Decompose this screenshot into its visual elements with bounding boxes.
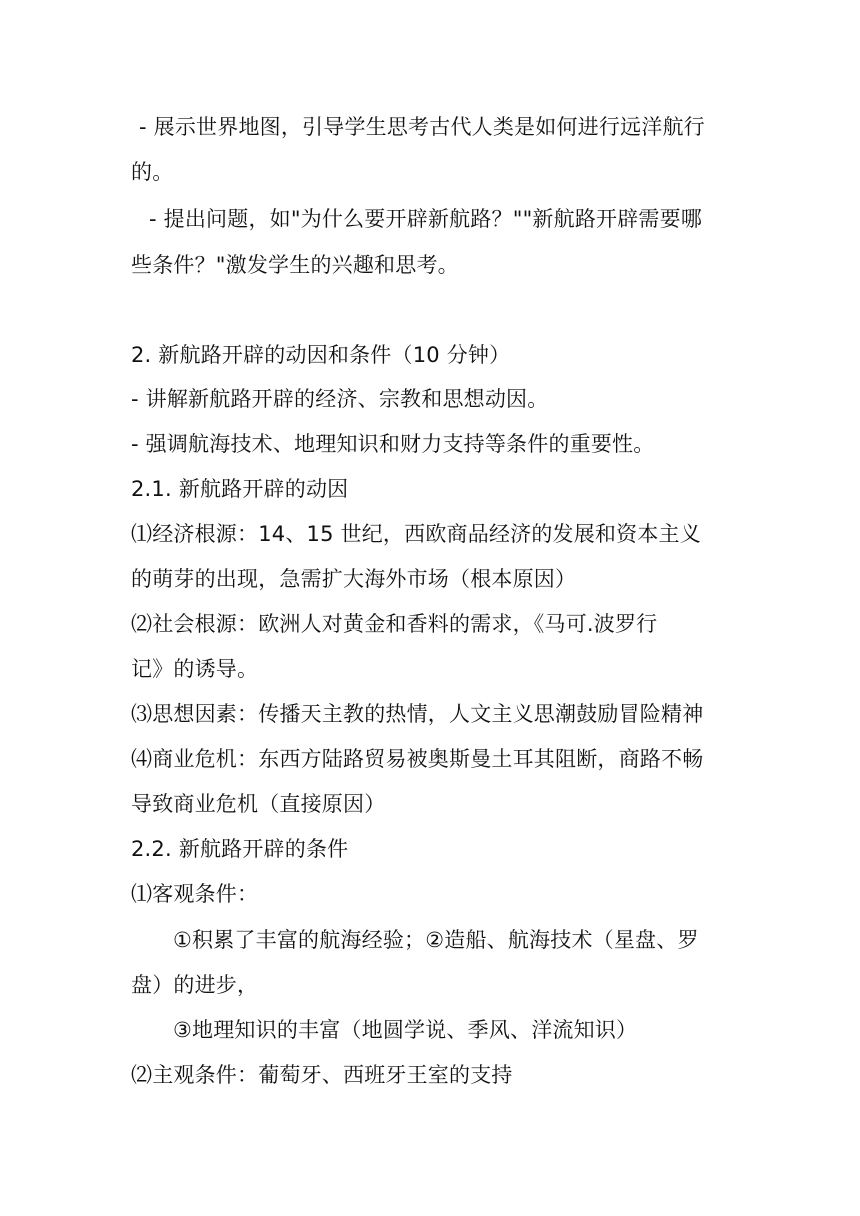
section-bullet-emphasize: - 强调航海技术、地理知识和财力支持等条件的重要性。: [131, 432, 655, 456]
section-heading-2: 2. 新航路开辟的动因和条件（10 分钟）: [131, 343, 511, 367]
condition-objective-item-2-cont: 盘）的进步，: [131, 973, 259, 997]
cause-economic-cont: 的萌芽的出现，急需扩大海外市场（根本原因）: [131, 567, 577, 591]
subsection-heading-2-1: 2.1. 新航路开辟的动因: [131, 477, 349, 501]
condition-objective: ⑴客观条件：: [131, 882, 259, 906]
cause-commercial: ⑷商业危机：东西方陆路贸易被奥斯曼土耳其阻断，商路不畅: [131, 747, 704, 771]
condition-objective-item-3: ③地理知识的丰富（地圆学说、季风、洋流知识）: [173, 1018, 638, 1042]
subsection-heading-2-2: 2.2. 新航路开辟的条件: [131, 837, 349, 861]
intro-bullet-map-cont: 的。: [131, 160, 174, 184]
cause-ideological: ⑶思想因素：传播天主教的热情，人文主义思潮鼓励冒险精神: [131, 702, 704, 726]
condition-objective-item-1-2: ①积累了丰富的航海经验；②造船、航海技术（星盘、罗: [173, 928, 699, 952]
cause-commercial-cont: 导致商业危机（直接原因）: [131, 792, 386, 816]
section-bullet-explain: - 讲解新航路开辟的经济、宗教和思想动因。: [131, 387, 549, 411]
intro-bullet-map: - 展示世界地图，引导学生思考古代人类是如何进行远洋航行: [139, 115, 705, 139]
intro-bullet-questions: - 提出问题，如"为什么要开辟新航路？""新航路开辟需要哪: [149, 207, 703, 231]
cause-social: ⑵社会根源：欧洲人对黄金和香料的需求，《马可.波罗行: [131, 612, 658, 636]
cause-economic: ⑴经济根源：14、15 世纪，西欧商品经济的发展和资本主义: [131, 522, 701, 546]
condition-subjective: ⑵主观条件：葡萄牙、西班牙王室的支持: [131, 1063, 513, 1087]
intro-bullet-questions-cont: 些条件？"激发学生的兴趣和思考。: [131, 253, 459, 277]
cause-social-cont: 记》的诱导。: [131, 657, 259, 681]
